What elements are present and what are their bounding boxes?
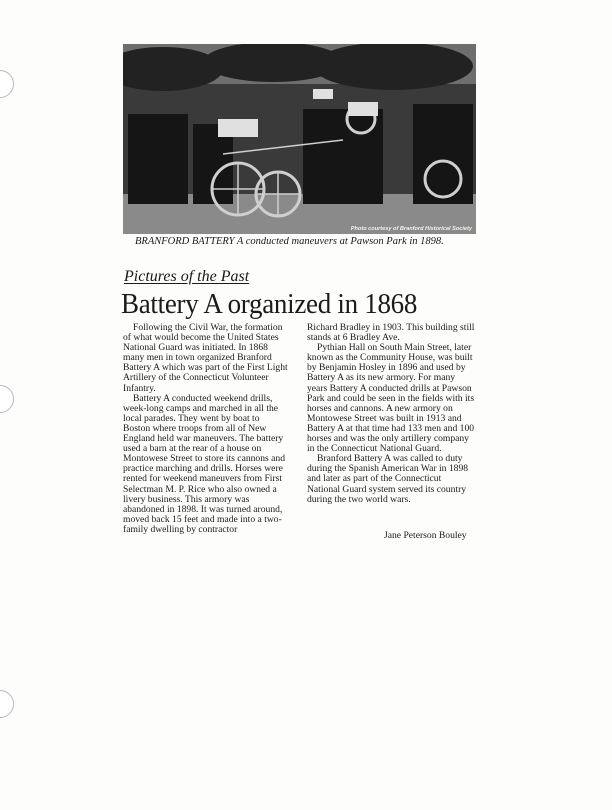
binder-hole-top (0, 70, 14, 98)
binder-hole-middle (0, 385, 14, 413)
photo-caption: BRANFORD BATTERY A conducted maneuvers at Pawson Park in 1898. (135, 236, 444, 247)
historic-photo (123, 44, 476, 234)
paragraph: Branford Battery A was called to duty during the Spanish American War in 1898 and later as part of the Connecticut National Guard system served its country during the two world wars. (307, 453, 469, 505)
article-headline: Battery A organized in 1868 (121, 288, 418, 320)
photo-scene (123, 44, 476, 234)
paragraph: Following the Civil War, the formation of what would become the United States National Guard was initiated. In 1868 many men in town organized Branford Battery A which was part of the First Light Artillery of the Connecticut Volunteer Infantry. (123, 322, 288, 394)
author-byline: Jane Peterson Bouley (384, 530, 467, 541)
binder-hole-bottom (0, 690, 14, 718)
paragraph: Richard Bradley in 1903. This building still stands at 6 Bradley Ave. (307, 322, 475, 344)
photo-credit: Photo courtesy of Branford Historical Society (350, 226, 472, 232)
paragraph: Battery A conducted weekend drills, week-long camps and marched in all the local parades. They went by boat to Boston where troops from all of New England held war maneuvers. The battery used a barn at the rear of a house on Montowese Street to store its cannons and practice marching and drills. Horses were rented for weekend maneuvers from First Selectman M. P. Rice who also owned a livery business. This armory was abandoned in 1898. It was turned around, moved back 15 feet and made into a two-family dwelling by contractor (123, 392, 285, 535)
paragraph: Pythian Hall on South Main Street, later known as the Community House, was built by Benjamin Hosley in 1896 and used by Battery A as its new armory. For many years Battery A conducted drills at Pawson Park and could be seen in the fields with its horses and cannons. A new armory on Montowese Street was built in 1913 and Battery A at that time had 133 men and 100 horses and was the only artillery company in the Connecticut National Guard. (307, 342, 475, 455)
article-column-1 (123, 323, 289, 535)
section-kicker: Pictures of the Past (124, 268, 250, 285)
article-column-2 (307, 323, 475, 505)
